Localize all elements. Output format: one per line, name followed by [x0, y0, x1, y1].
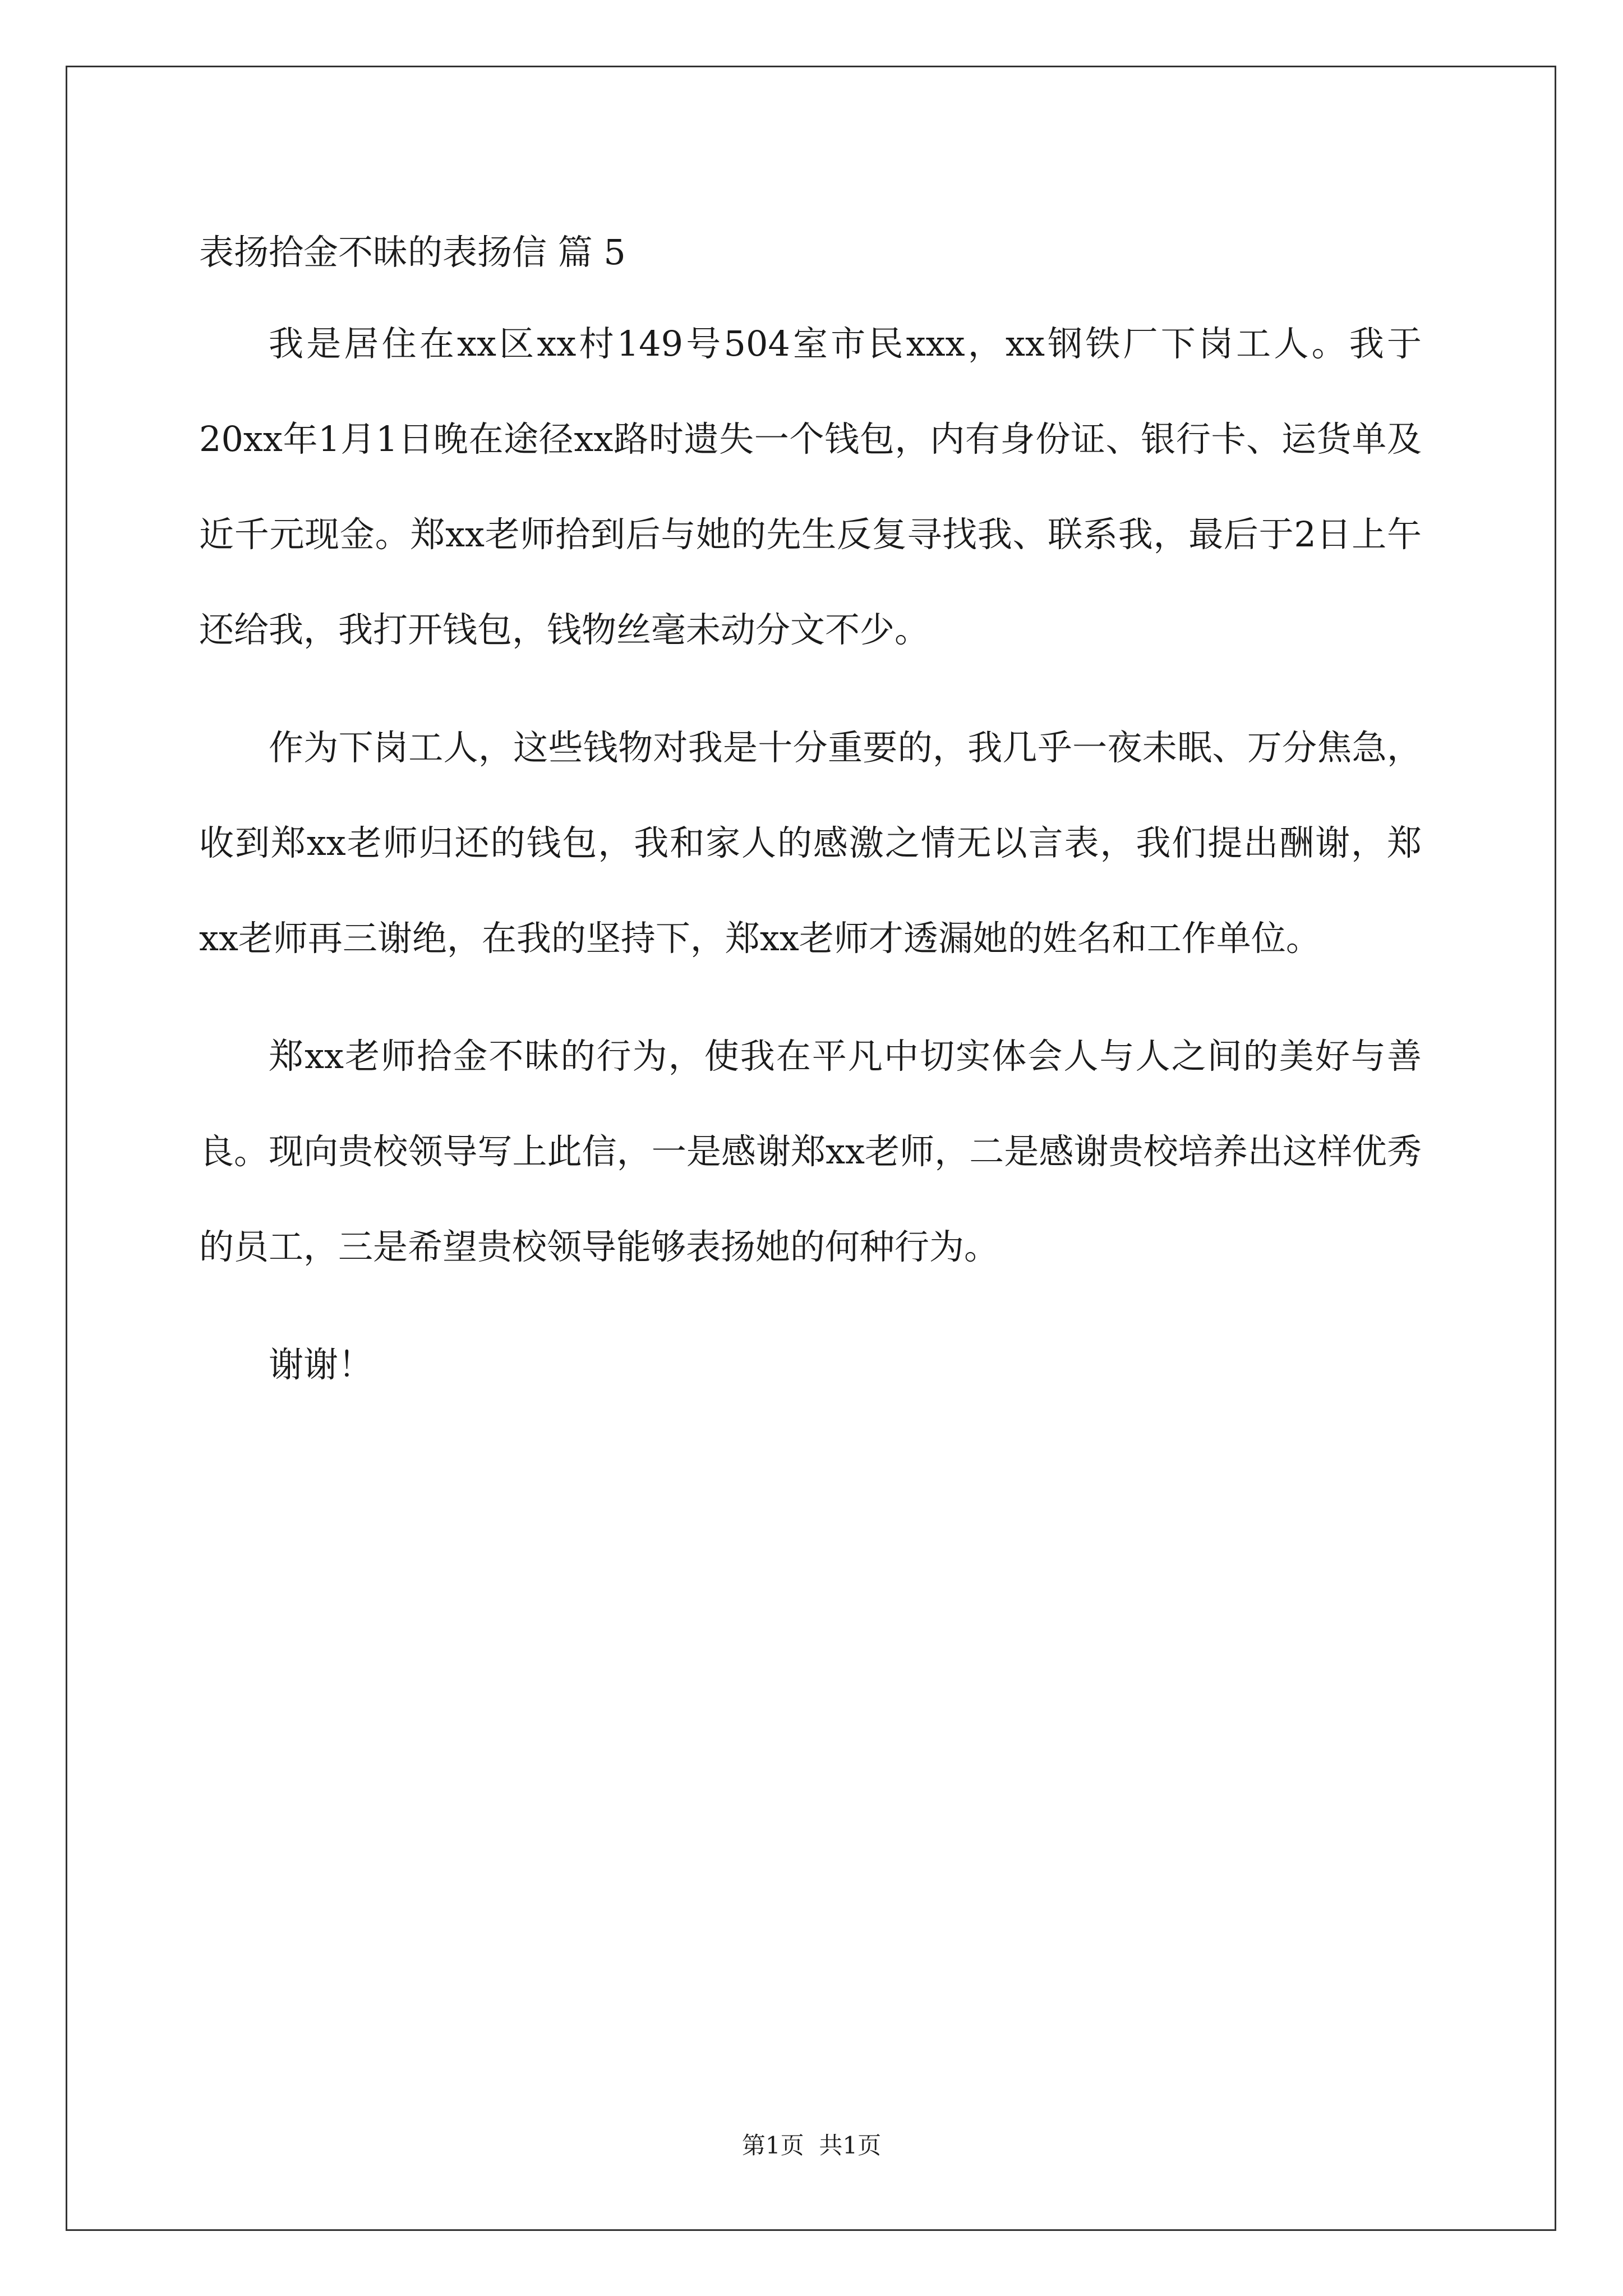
paragraph-3: 郑xx老师拾金不昧的行为，使我在平凡中切实体会人与人之间的美好与善良。现向贵校领导写上此信，一是感谢郑xx老师，二是感谢贵校培养出这样优秀的员工，三是希望贵校领导能够表扬她的何种行为。 [199, 1036, 1422, 1267]
page-number-footer: 第1页 共1页 [741, 2132, 882, 2159]
paragraph-1: 我是居住在xx区xx村149号504室市民xxx，xx钢铁厂下岗工人。我于20xx年1月1日晚在途径xx路时遗失一个钱包，内有身份证、银行卡、运货单及近千元现金。郑xx老师拾到后与她的先生反复寻找我、联系我，最后于2日上午还给我，我打开钱包，钱物丝毫未动分文不少。 [199, 323, 1422, 650]
document-body [199, 219, 1422, 1435]
paragraph-2: 作为下岗工人，这些钱物对我是十分重要的，我几乎一夜未眠、万分焦急，收到郑xx老师归还的钱包，我和家人的感激之情无以言表，我们提出酬谢，郑xx老师再三谢绝，在我的坚持下，郑xx老师才透漏她的姓名和工作单位。 [199, 727, 1422, 959]
paragraph-4: 谢谢！ [269, 1344, 374, 1385]
document-title: 表扬拾金不昧的表扬信 篇 5 [199, 232, 626, 273]
